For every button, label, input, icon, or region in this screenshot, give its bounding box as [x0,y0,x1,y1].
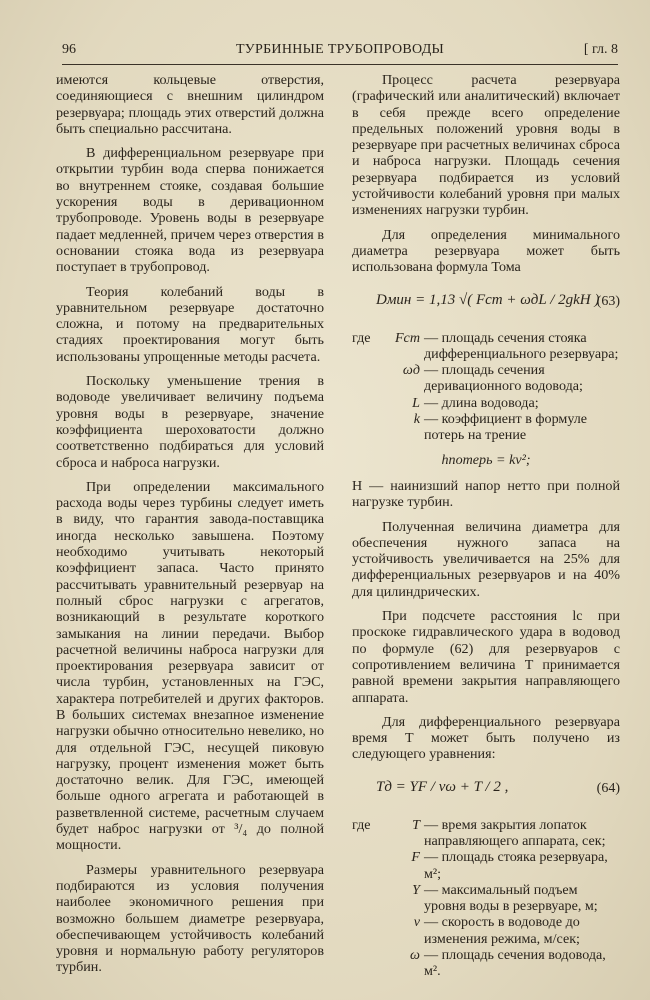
left-column [56,72,324,976]
paragraph: При подсчете расстояния lc при проскоке гидравлического удара в водовод по формуле (62) для резервуаров с сопротивлением величина T принимается равной времени закрытия направляющего аппарата. [352,608,620,706]
definition-symbol: ωд [402,362,420,379]
formula-number: (63) [596,293,620,309]
paragraph: Процесс расчета резервуара (графический или аналитический) включает в себя прежде всего определение предельных положений уровня воды в резервуаре при расчетных величинах сброса и наброса нагрузки. Площадь сечения резервуара подбирается из условий устойчивости колебаний уровня при малых изменениях нагрузки турбин. [352,72,620,219]
definition-row [352,395,620,411]
definition-text: — площадь сечения стояка дифференциального резервуара; [424,329,619,362]
definition-text: — максимальный подъем уровня воды в резервуаре, м; [424,881,598,915]
definition-symbol: v [413,914,420,931]
definition-symbol: L [412,394,420,411]
paragraph: H — наинизший напор нетто при полной нагрузке турбин. [352,477,620,511]
definition-text: — площадь сечения деривационного водовода; [424,362,583,395]
paragraph: Полученная величина диаметра для обеспечения нужного запаса на устойчивость увеличивается на 25% для дифференциальных резервуаров и на 40% для цилиндрических. [352,518,620,600]
definition-symbol: T [412,816,420,833]
definition-row: где Fст — площадь сечения стояка дифференциального резервуара; [352,329,619,362]
definition-row: где T — время закрытия лопаток направляющего аппарата, сек; [352,817,620,850]
paragraph: Размеры уравнительного резервуара подбираются из условия получения наиболее экономичного решения при возможно большем диаметре резервуара, обеспечивающем устойчивость колебаний уровня и нормальную работу регуляторов турбин. [56,861,324,976]
definition-symbol: Y [412,881,420,898]
definition-symbol: k [413,411,420,428]
definition-symbol: ω [410,947,420,964]
definition-row [352,947,620,980]
definition-text: — площадь стояка резервуара, м²; [424,849,608,882]
formula-expression: Dмин = 1,13 √( Fст + ωдL / 2gkH ) [376,291,600,308]
definition-symbol: Fст [394,329,420,346]
definition-text: — время закрытия лопаток направляющего аппарата, сек; [424,816,606,849]
paragraph: В дифференциальном резервуаре при открытии турбин вода сперва понижается во внутреннем стояке, создавая большие ускорения воды в деривационном трубопроводе. Уровень воды в резервуаре падает медленней, причем через отверстия в основании стояка вода из резервуара поступает в трубопровод. [56,145,324,276]
page-number: 96 [62,42,76,57]
definition-text: — скорость в водоводе до изменения режима, м/сек; [424,914,580,947]
definitions-list [352,817,620,980]
formula-63 [352,286,620,322]
formula-expression: Tд = YF / vω + T / 2 , [376,778,509,795]
paragraph: При определении максимального расхода воды через турбины следует иметь в виду, что гарантия завода-поставщика иногда несколько завышена. Поэтому необходимо учитывать некоторый коэффициент запаса. Часто принято рассчитывать уравнительный резервуар на полный сброс нагрузки с агрегатов, возникающий в результате короткого замыкания на линии передачи. Выбор расчетной величины наброса нагрузки для проектирования резервуара зависит от числа турбин, установленных на ГЭС, характера потребителей и других факторов. В больших системах внезапное изменение нагрузки обычно относительно невелико, но для отдельной ГЭС, несущей пиковую нагрузку, процент изменения может быть достаточно велик. Для ГЭС, имеющей больше одного агрегата и работающей в разветвленной системе, расчетным случаем будет наброс нагрузки от ³/₄ до полной мощности. [56,478,324,854]
paragraph: Для дифференциального резервуара время T может быть получено из следующего уравнения: [352,713,620,763]
right-column [352,72,620,986]
definition-text: — коэффициент в формуле потерь на трение [424,411,588,444]
definition-text: — длина водовода; [424,394,539,411]
definition-row [352,411,620,444]
paragraph: Для определения минимального диаметра резервуара может быть использована формула Тома [352,226,620,276]
definition-text: — площадь сечения водовода, м². [424,947,606,980]
running-header [62,40,618,62]
definitions-list [352,330,620,444]
chapter-label: [ гл. 8 [583,42,618,57]
paragraph: имеются кольцевые отверстия, соединяющиеся с внешним цилиндром резервуара; площадь этих отверстий должна быть специально рассчитана. [56,72,324,137]
definition-row [352,849,620,882]
formula-64 [352,773,620,809]
definition-row [352,362,620,395]
definition-row [352,914,620,947]
formula-number: (64) [596,780,620,796]
definition-symbol: F [411,849,420,866]
head-loss-formula: hпотерь = kv²; [441,451,531,468]
paragraph: Поскольку уменьшение трения в водоводе увеличивает величину подъема уровня воды в резервуаре, значение коэффициента шероховатости должно соответственно подбираться для условий сброса и наброса нагрузки. [56,373,324,471]
definition-row [352,882,620,915]
paragraph: Теория колебаний воды в уравнительном резервуаре достаточно сложна, и потому на предварительных стадиях проектирования могут быть использованы упрощенные методы расчета. [56,283,324,365]
running-title: ТУРБИННЫЕ ТРУБОПРОВОДЫ [235,42,445,57]
header-rule [62,64,618,65]
